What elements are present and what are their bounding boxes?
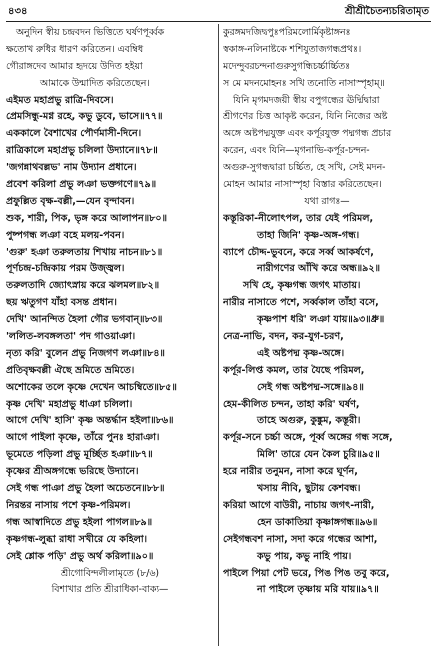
verse-line: শুক, শারী, পিক, ভৃঙ্গ করে আলাপন॥৮০॥ xyxy=(6,212,168,224)
verse-line: আগে পাইলা কৃষ্ণে, তাঁরে পুনঃ হারাঞা। xyxy=(6,432,160,444)
translation-line: অগুরু-সুগন্ধদ্বারা চর্চ্চিত, হে সখি, সেই মদন- xyxy=(223,162,386,174)
song-line: ব্যাপে চৌদ্দ-ভুবনে, করে সর্ব্ব আকর্ষণে, xyxy=(223,246,374,258)
verse-line: 'গুরু' হঞা তরুলতায় শিখায় নাচন॥৮১॥ xyxy=(6,246,163,258)
sanskrit-verse-line: স্বকাঙ্গ-নলিনাষ্টকে শশিযুতাজগন্ধপ্রথঃ। xyxy=(223,43,362,55)
song-line: তাহা জিনি' কৃষ্ণ-অঙ্গ-গন্ধ। xyxy=(257,229,360,241)
song-line: হেম-কীলিত চন্দন, তাহা করি' ঘর্ষণ, xyxy=(223,398,360,410)
translation-line: শ্রীগণের চিত্ত আকৃষ্ট করেন, যিনি নিজের অষ্ট xyxy=(223,111,388,123)
song-line: মিলি' তারে যেন কৈল চুরি॥৯৫॥ xyxy=(257,449,380,461)
verse-line: তরুলতাদি জ্যোৎস্নায় করে ঝলমল॥৮২॥ xyxy=(6,280,160,292)
verse-line: পূর্ণচন্দ্র-চন্দ্রিকায় পরম উজ্জ্বল। xyxy=(6,263,125,275)
verse-line: গন্ধ আস্বাদিতে প্রভু হইলা পাগল॥৮৯॥ xyxy=(6,516,153,528)
speaker-caption: বিশাখার প্রতি শ্রীরাধিকা-বাক্য— xyxy=(51,584,169,596)
song-line: তাহে অগুরু, কুঙ্কুম, কস্তূরী। xyxy=(257,415,361,427)
verse-line: অশোকের তলে কৃষ্ণে দেখেন আচম্বিতে॥৮৫॥ xyxy=(6,381,177,393)
verse-line: দেখি' আনন্দিত হৈলা গৌর ভগবান্॥৮৩॥ xyxy=(6,314,163,326)
song-line: করিয়া আগে বাউরী, নাচায় জগৎ-নারী, xyxy=(223,499,375,511)
song-line: এই অষ্টপদ্ম কৃষ্ণ-অঙ্গে। xyxy=(257,347,345,359)
song-line: খসায় নীবি, ছুটায় কেশবন্ধ। xyxy=(257,483,361,495)
song-line: নারীগণের আঁখি করে অন্ধ॥৯২॥ xyxy=(257,263,381,275)
verse-line: প্রতিবৃক্ষবল্লী ঐছে ভ্রমিতে ভ্রমিতে। xyxy=(6,364,135,376)
verse-line: নিরন্তর নাসায় পশে কৃষ্ণ-পরিমল। xyxy=(6,499,131,511)
translation-line: মোহন আমার নাসাস্পৃহা বিস্তার করিতেছেন। xyxy=(223,179,382,191)
verse-line: সেই গন্ধ পাঞা প্রভু হৈলা অচেতনে॥৮৮॥ xyxy=(6,483,165,495)
verse-line: প্রেমসিন্ধু-মগ্ন রহে, কভু ডুবে, ভাসে॥৭৭॥ xyxy=(6,111,163,123)
verse-line: রাত্রিকালে মহাপ্রভু চলিলা উদ্যানে॥৭৮॥ xyxy=(6,145,158,157)
raga-heading: যথা রাগঃ— xyxy=(304,195,350,207)
right-column xyxy=(223,25,431,650)
song-line: নেত্র-নাভি, বদন, কর-যুগ-চরণ, xyxy=(223,331,344,343)
sanskrit-verse-line: মদেন্দুবরচন্দনাগুরুসুগন্ধিচর্চ্চার্চ্চিতঃ xyxy=(223,60,351,72)
verse-line: কৃষ্ণ দেখি' মহাপ্রভু ধাঞা চলিলা। xyxy=(6,398,133,410)
verse-line: নৃত্য করি' বুলেন প্রভু নিজগণ লঞা॥৮৪॥ xyxy=(6,347,165,359)
verse-line: ভূমেতে পড়িলা প্রভু মূর্চ্ছিত হঞা॥৮৭॥ xyxy=(6,449,153,461)
song-line: হরে নারীর তনুমন, নাসা করে ঘূর্ণন, xyxy=(223,466,358,478)
verse-line: 'জগন্নাথবল্লভ' নাম উদ্যান প্রধানে। xyxy=(6,162,137,174)
verse-line: এককালে বৈশাখের পৌর্ণমাসী-দিনে। xyxy=(6,128,142,140)
column-divider xyxy=(218,24,219,646)
verse-line: ছয় ঋতুগণ যাঁহা বসন্ত প্রধান। xyxy=(6,297,117,309)
left-column xyxy=(6,25,214,650)
verse-line: পুষ্পগন্ধ লঞা বহে মলয়-পবন। xyxy=(6,229,125,241)
source-reference: শ্রীগোবিন্দলীলামৃতে (৮/৬) xyxy=(61,567,159,579)
commentary-line: ক্ষতোখ রুধির ধারণ করিতেন। এবম্বিধ xyxy=(6,43,144,55)
song-line: কৃষ্ণপাশ ধরি' লঞা যায়॥৯৩॥ধ্রু॥ xyxy=(257,314,385,326)
sanskrit-verse-line: কুরঙ্গমদজিদ্বপুঃপরিমলোর্মিকৃষ্টাঙ্গনঃ xyxy=(223,27,351,38)
verse-line: প্রবেশ করিলা প্রভু লঞা ভক্তগণে॥৭৯॥ xyxy=(6,179,157,191)
song-line: কর্পূর-সনে চর্চ্চা অঙ্গে, পূর্ব্ব অঙ্গের গন্ধ সঙ্গে, xyxy=(223,432,393,444)
translation-line: অঙ্গে অষ্টপদ্মযুক্ত এবং কর্পূরযুক্ত পদ্মগন্ধ প্রচার xyxy=(223,128,392,140)
verse-line: 'ললিত-লবঙ্গলতা' পদ গাওয়াঞা। xyxy=(6,331,136,343)
verse-line: এইমত মহাপ্রভু রাত্রি-দিবসে। xyxy=(6,94,114,106)
commentary-line: গৌরাঙ্গদেব আমার হৃদয়ে উদিত হইয়া xyxy=(6,60,143,72)
song-line: সেইগন্ধবশ নাসা, সদা করে গন্ধের আশা, xyxy=(223,533,378,545)
header-rule xyxy=(6,21,431,22)
verse-line: কৃষ্ণগন্ধ-লুব্ধা রাধা সখীরে যে কহিলা। xyxy=(6,533,148,545)
verse-line: আগে দেখি' হাসি' কৃষ্ণ অন্তর্দ্ধান হইলা॥৮৬॥ xyxy=(6,415,174,427)
song-line: পাইলে পিয়া পেট ভরে, পিঙ পিঙ তবু করে, xyxy=(223,567,390,579)
commentary-line: অনুদিন স্বীয় চন্দ্রবদন ভিত্তিতে ঘর্ষণপূর্ব্বক xyxy=(16,27,165,38)
verse-line: সেই শ্লোক পড়ি' প্রভু অর্থ করিলা॥৯০॥ xyxy=(6,550,154,562)
commentary-line: আমাকে উন্মাদিত করিতেছেন। xyxy=(40,77,150,89)
verse-line: প্রফুল্লিত বৃক্ষ-বল্লী,—যেন বৃন্দাবন। xyxy=(6,195,135,207)
running-title: শ্রীশ্রীচৈতন্যচরিতামৃত xyxy=(345,5,429,17)
page-header xyxy=(8,4,429,20)
song-line: সেই গন্ধ অষ্টপদ্ম-সঙ্গে॥৯৪॥ xyxy=(257,381,364,393)
song-line: সখি হে, কৃষ্ণগন্ধ জগৎ মাতায়। xyxy=(243,280,361,292)
translation-line: যিনি মৃগমদজয়ী স্বীয় বপুগন্ধের ঊর্দ্মিদ্বারা xyxy=(233,94,380,106)
sanskrit-verse-line: স মে মদনমোহনঃ সখি তনোতি নাসাস্পৃহাম্॥ xyxy=(223,77,385,89)
song-line: হেন ডাকাতিয়া কৃষ্ণাঙ্গগন্ধ॥৯৬॥ xyxy=(257,516,378,528)
translation-line: করেন, এবং যিনি—মৃগনাভি-কর্পূর-চন্দন- xyxy=(223,145,370,157)
verse-line: কৃষ্ণের শ্রীঅঙ্গগন্ধে ভরিছে উদ্যানে। xyxy=(6,466,139,478)
song-line: নারীর নাসাতে পশে, সর্ব্বকাল তাঁহা বসে, xyxy=(223,297,379,309)
song-line: কভু পায়, কভু নাহি পায়। xyxy=(257,550,352,562)
song-line: না পাইলে তৃষ্ণায় মরি যায়॥৯৭॥ xyxy=(257,584,379,596)
page-number: ৪৩৪ xyxy=(8,5,28,17)
song-line: কর্পূর-লিপ্ত কমল, তার যৈছে পরিমল, xyxy=(223,364,365,376)
song-line: কস্তূরিকা-নীলোৎপল, তার যেই পরিমল, xyxy=(223,212,374,224)
